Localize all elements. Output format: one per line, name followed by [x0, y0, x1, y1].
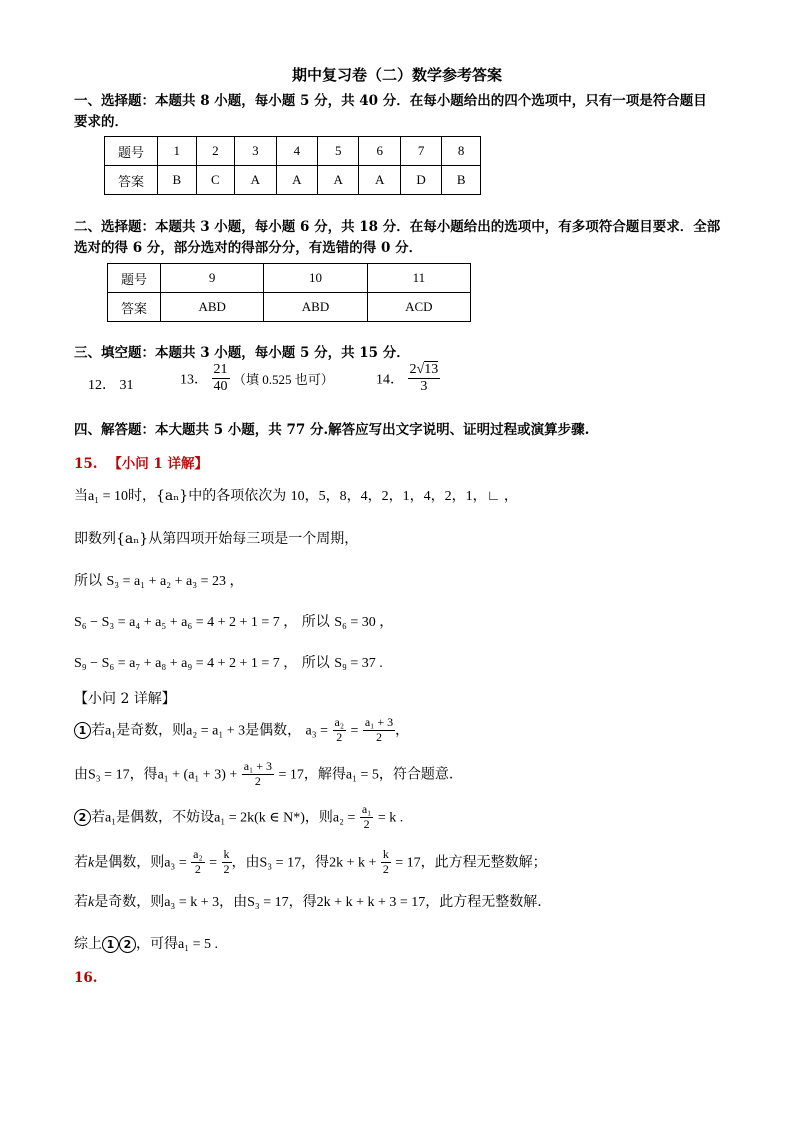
fraction: [381, 848, 391, 877]
row-label: 答案: [108, 293, 161, 322]
fraction-denominator: 2: [254, 773, 261, 788]
answer-cell: ACD: [367, 293, 470, 322]
fraction-numerator: k: [382, 847, 389, 861]
math: a₁ = 5: [345, 767, 379, 783]
circled-number-2: 2: [74, 809, 91, 826]
text: ，此方程无整数解；: [420, 854, 547, 871]
fraction: [242, 760, 274, 789]
text: 所以: [74, 573, 102, 589]
math: a₃ = k + 3: [164, 895, 220, 910]
sequence: 10，5，8，4，2，1，4，2，1，∟ ，: [290, 489, 518, 504]
answer-cell: A: [276, 166, 317, 195]
text: 所以: [301, 655, 330, 671]
math: a₂ =: [332, 810, 356, 826]
text: 时，{aₙ}中的各项依次为: [128, 488, 287, 504]
text: 若: [91, 722, 105, 739]
equals-sign: =: [350, 723, 359, 739]
fraction: [191, 848, 205, 877]
q15-subquestion1-title: [74, 452, 208, 472]
math: a₁ = 10: [88, 489, 128, 504]
text: 若: [74, 894, 88, 910]
answer-cell: ABD: [264, 293, 367, 322]
fraction-numerator: k: [223, 847, 230, 861]
answer-12: [88, 374, 134, 394]
section3-heading: 三、填空题：本题共 3 小题，每小题 5 分，共 15 分．: [74, 345, 410, 361]
fraction: [222, 848, 232, 877]
text: ，解得: [303, 766, 346, 783]
answer-13: [180, 362, 334, 395]
math: k: [88, 895, 95, 910]
q15-line7: [74, 760, 453, 789]
text: 所以: [301, 614, 330, 630]
question-number: 11: [367, 264, 470, 293]
question-number: 5: [318, 137, 359, 166]
answer-cell: A: [318, 166, 359, 195]
math: k: [88, 855, 95, 871]
question-number: 7: [400, 137, 441, 166]
fraction-numerator: a₁ + 3: [243, 759, 272, 773]
fraction-numerator: 21: [212, 362, 230, 379]
q15-line6: 1 若a₁是奇数，则a₂ = a₁ + 3是偶数， a₃ = $\frac{\text{a₂}}{2}$ = $\frac{\text{a₁ + 3}}{2}$ ，: [74, 716, 409, 745]
text: ，由: [219, 894, 248, 910]
answer-cell: D: [400, 166, 441, 195]
text: ，可得: [136, 936, 178, 952]
math: a₁: [105, 810, 117, 826]
math: 2k + k + k + 3 = 17: [316, 895, 426, 910]
fraction-numerator: a₁ + 3: [364, 715, 394, 729]
question-label: 13．: [180, 372, 208, 388]
answer-cell: C: [196, 166, 235, 195]
page-title: 期中复习卷（二）数学参考答案: [291, 66, 502, 84]
answer-cell: ABD: [161, 293, 264, 322]
text: 由: [74, 766, 88, 783]
section2-heading-line1: 二、选择题：本题共 3 小题，每小题 6 分，共 18 分．在每小题给出的选项中，有多项符合题目要求．全部: [74, 219, 721, 235]
section2-heading-line2: 选对的得 6 分，部分选对的得部分分，有选错的得 0 分．: [74, 240, 423, 256]
fraction: [363, 716, 395, 745]
math: a₁ = 2k(k ∈ N*): [214, 810, 305, 826]
math: a₁ = 5 .: [178, 937, 218, 952]
text: ，得: [288, 894, 317, 910]
fraction: [360, 803, 374, 832]
math: a₃ =: [164, 855, 187, 871]
subquestion-title: 【小问 1 详解】: [108, 456, 208, 472]
answer-cell: B: [442, 166, 481, 195]
row-label: 题号: [108, 264, 161, 293]
text: 是奇数，则: [116, 722, 187, 739]
answer-note: （填 0.525 也可）: [233, 372, 334, 388]
question-number: 9: [161, 264, 264, 293]
text: ，得: [129, 766, 158, 783]
math: S₃ = 17: [88, 767, 130, 783]
fraction-numerator: a₁: [361, 802, 372, 816]
answer-cell: A: [359, 166, 400, 195]
section1-heading-line2: 要求的．: [74, 114, 128, 130]
sqrt-icon: √: [416, 362, 425, 377]
fraction: [333, 716, 347, 745]
q15-subquestion2-title: 【小问 2 详解】: [74, 691, 176, 707]
circled-number-1: 1: [102, 936, 119, 953]
section4-heading: 四、解答题：本大题共 5 小题，共 77 分.解答应写出文字说明、证明过程或演算步骤.: [74, 422, 590, 438]
q15-line1: [74, 485, 518, 505]
q15-line3: [74, 570, 244, 590]
math: a₂ = a₁ + 3: [186, 723, 246, 739]
question-number: 1: [158, 137, 197, 166]
fraction-denominator: 2: [194, 861, 201, 876]
question-label: 15.: [74, 456, 98, 472]
question-number: 2: [196, 137, 235, 166]
coefficient: 2: [409, 362, 417, 377]
answer-value: 31: [119, 378, 134, 393]
fraction: [408, 362, 441, 395]
text: 是奇数，则: [94, 894, 165, 910]
table-row: [108, 293, 471, 322]
circled-number-2: 2: [119, 936, 136, 953]
math: S₆ − S₃ = a₄ + a₅ + a₆ = 4 + 2 + 1 = 7 ，: [74, 615, 298, 630]
row-label: 答案: [105, 166, 158, 195]
section1-answer-table: [104, 136, 481, 195]
math: S₃ = a₁ + a₂ + a₃ = 23 ，: [106, 574, 244, 589]
circled-number-1: 1: [74, 722, 91, 739]
q15-line9: [74, 848, 547, 877]
text: 若: [91, 809, 105, 826]
fraction-denominator: 2: [363, 816, 370, 831]
text: 是偶数，则: [94, 854, 165, 871]
text: ，得: [301, 854, 330, 871]
fraction-denominator: 2: [336, 729, 343, 744]
math: a₃ =: [305, 723, 329, 739]
text: 若: [74, 854, 88, 871]
fraction-numerator: a₂: [193, 847, 203, 861]
fraction-denominator: 3: [420, 379, 428, 395]
table-row: [108, 264, 471, 293]
fraction-denominator: 40: [213, 379, 228, 395]
question-number: 4: [276, 137, 317, 166]
text: 当: [74, 488, 88, 504]
table-row: [105, 166, 481, 195]
fraction-denominator: 2: [382, 861, 389, 876]
question-number: 8: [442, 137, 481, 166]
fraction-denominator: 2: [223, 861, 230, 876]
math: S₃ = 17: [259, 855, 302, 871]
answer-cell: B: [158, 166, 197, 195]
text: ，此方程无整数解.: [425, 894, 542, 910]
math: 2k + k +: [329, 855, 377, 871]
text: ，符合题意.: [378, 766, 454, 783]
table-row: [105, 137, 481, 166]
radicand: 13: [424, 362, 439, 377]
text: 是偶数，不妨设: [116, 809, 215, 826]
text: ，由: [231, 854, 260, 871]
text: 是偶数，: [245, 722, 302, 739]
q15-line11: [74, 933, 218, 953]
q15-line2: 即数列{aₙ}从第四项开始每三项是一个周期，: [74, 531, 359, 547]
section1-heading-line1: 一、选择题：本题共 8 小题，每小题 5 分，共 40 分．在每小题给出的四个选项中，只有一项是符合题目: [74, 93, 707, 109]
q15-line10: [74, 891, 542, 911]
q15-line4: [74, 611, 393, 631]
answer-14: [376, 362, 440, 395]
text: 综上: [74, 936, 102, 952]
question-label: 12．: [88, 378, 116, 393]
math: a₁ + (a₁ + 3) +: [157, 767, 238, 783]
question-number: 6: [359, 137, 400, 166]
math: = k .: [377, 810, 404, 826]
q15-line8: [74, 803, 403, 832]
math: S₉ = 37 .: [334, 656, 383, 671]
equals-sign: =: [209, 855, 218, 871]
math: S₆ = 30 ，: [334, 615, 394, 630]
fraction-numerator: [408, 362, 441, 379]
fraction-denominator: 2: [375, 729, 382, 744]
question-number: 3: [235, 137, 276, 166]
math: S₉ − S₆ = a₇ + a₈ + a₉ = 4 + 2 + 1 = 7 ，: [74, 656, 298, 671]
question-number: 10: [264, 264, 367, 293]
row-label: 题号: [105, 137, 158, 166]
question-label: 14．: [376, 372, 404, 388]
math: = 17: [395, 855, 421, 871]
math: = 17: [278, 767, 304, 783]
q15-line5: [74, 652, 383, 672]
answer-cell: A: [235, 166, 276, 195]
fraction-numerator: a₂: [334, 715, 345, 729]
section2-answer-table: [107, 263, 471, 322]
fraction: [212, 362, 230, 395]
math: S₃ = 17: [247, 895, 289, 910]
math: a₁: [105, 723, 117, 739]
text: ，则: [304, 809, 333, 826]
q16-label: 16.: [74, 970, 98, 986]
